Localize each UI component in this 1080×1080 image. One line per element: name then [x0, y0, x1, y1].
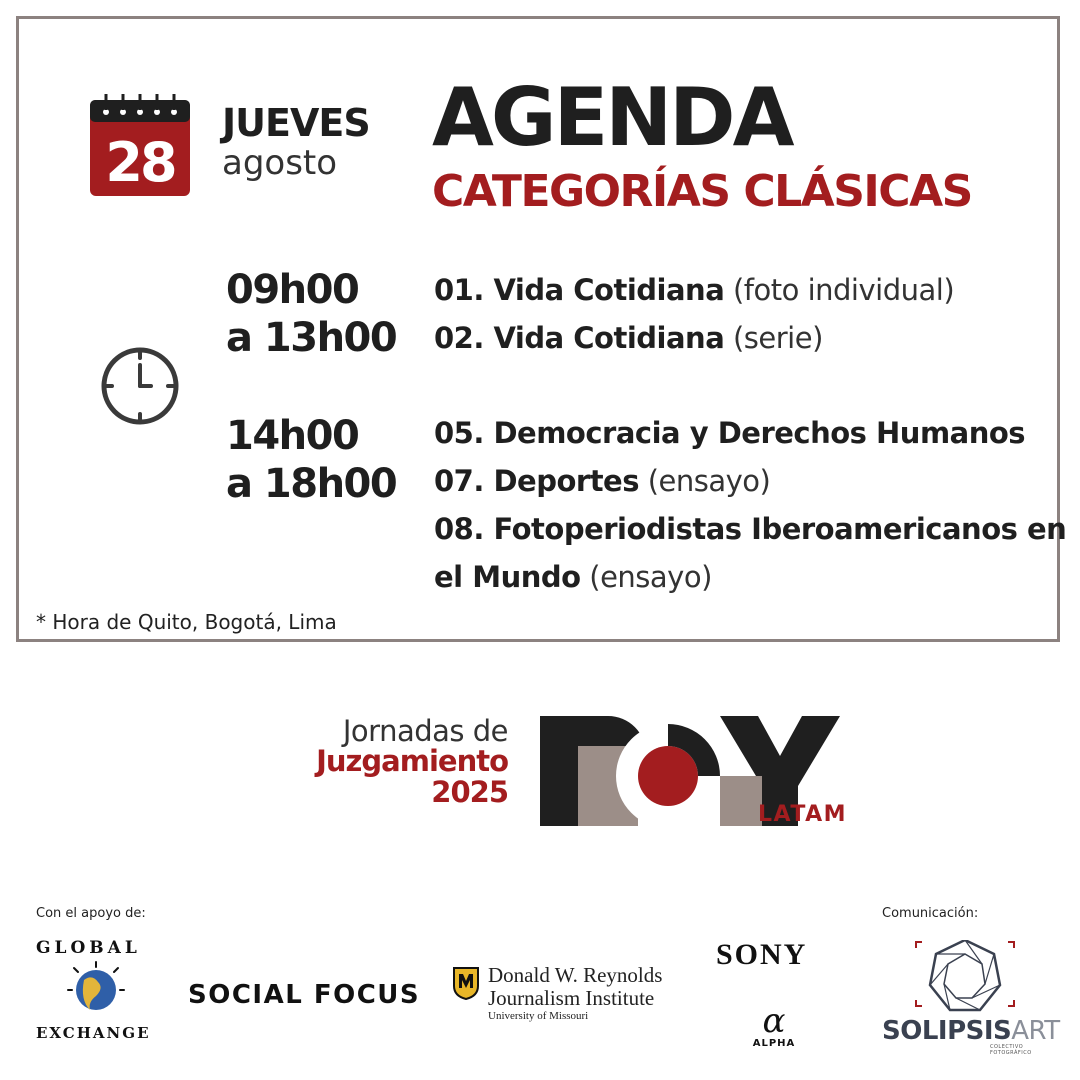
communication-label: Comunicación:: [882, 906, 979, 921]
month: agosto: [222, 143, 338, 183]
time-end: a 18h00: [226, 461, 397, 507]
list-item: 07. Deportes (ensayo): [434, 464, 771, 498]
footnote: * Hora de Quito, Bogotá, Lima: [36, 610, 337, 634]
calendar-day-number: 28: [105, 131, 175, 194]
social-focus-logo: SOCIAL FOCUS: [188, 980, 421, 1010]
alpha-logo: α ALPHA: [752, 1001, 796, 1049]
solipsis-art-logo: SOLIPSISART COLECTIVO FOTOGRÁFICO: [882, 940, 1052, 1050]
schedule-list-1: [434, 266, 954, 362]
list-item: 02. Vida Cotidiana (serie): [434, 321, 823, 355]
date-label: [222, 101, 370, 183]
globe-icon: [66, 960, 126, 1020]
event-title: Jornadas de Juzgamiento 2025: [316, 714, 508, 809]
time-slot-2: [226, 412, 396, 508]
clock-icon: [99, 345, 181, 427]
aperture-icon: [882, 940, 1052, 1016]
list-item: el Mundo (ensayo): [434, 560, 712, 594]
global-exchange-logo: GLOBAL EXCHANGE: [36, 938, 151, 1042]
time-end: a 13h00: [226, 315, 397, 361]
mizzou-shield-icon: [452, 966, 480, 1000]
time-start: 09h00: [226, 267, 359, 313]
sony-logo: SONY: [716, 938, 808, 971]
calendar-icon: [90, 92, 190, 196]
time-slot-1: [226, 266, 396, 362]
reynolds-logo: Donald W. Reynolds Journalism Institute University of Missouri: [452, 964, 662, 1022]
time-start: 14h00: [226, 413, 359, 459]
poy-latam: LATAM: [758, 802, 848, 827]
list-item: 08. Fotoperiodistas Iberoamericanos en: [434, 512, 1067, 546]
schedule-list-2: [434, 409, 1066, 601]
weekday: JUEVES: [222, 101, 370, 145]
list-item: 05. Democracia y Derechos Humanos: [434, 416, 1026, 450]
support-label: Con el apoyo de:: [36, 906, 146, 921]
page-title: AGENDA: [432, 71, 792, 164]
list-item: 01. Vida Cotidiana (foto individual): [434, 273, 955, 307]
page-subtitle: CATEGORÍAS CLÁSICAS: [432, 166, 972, 217]
